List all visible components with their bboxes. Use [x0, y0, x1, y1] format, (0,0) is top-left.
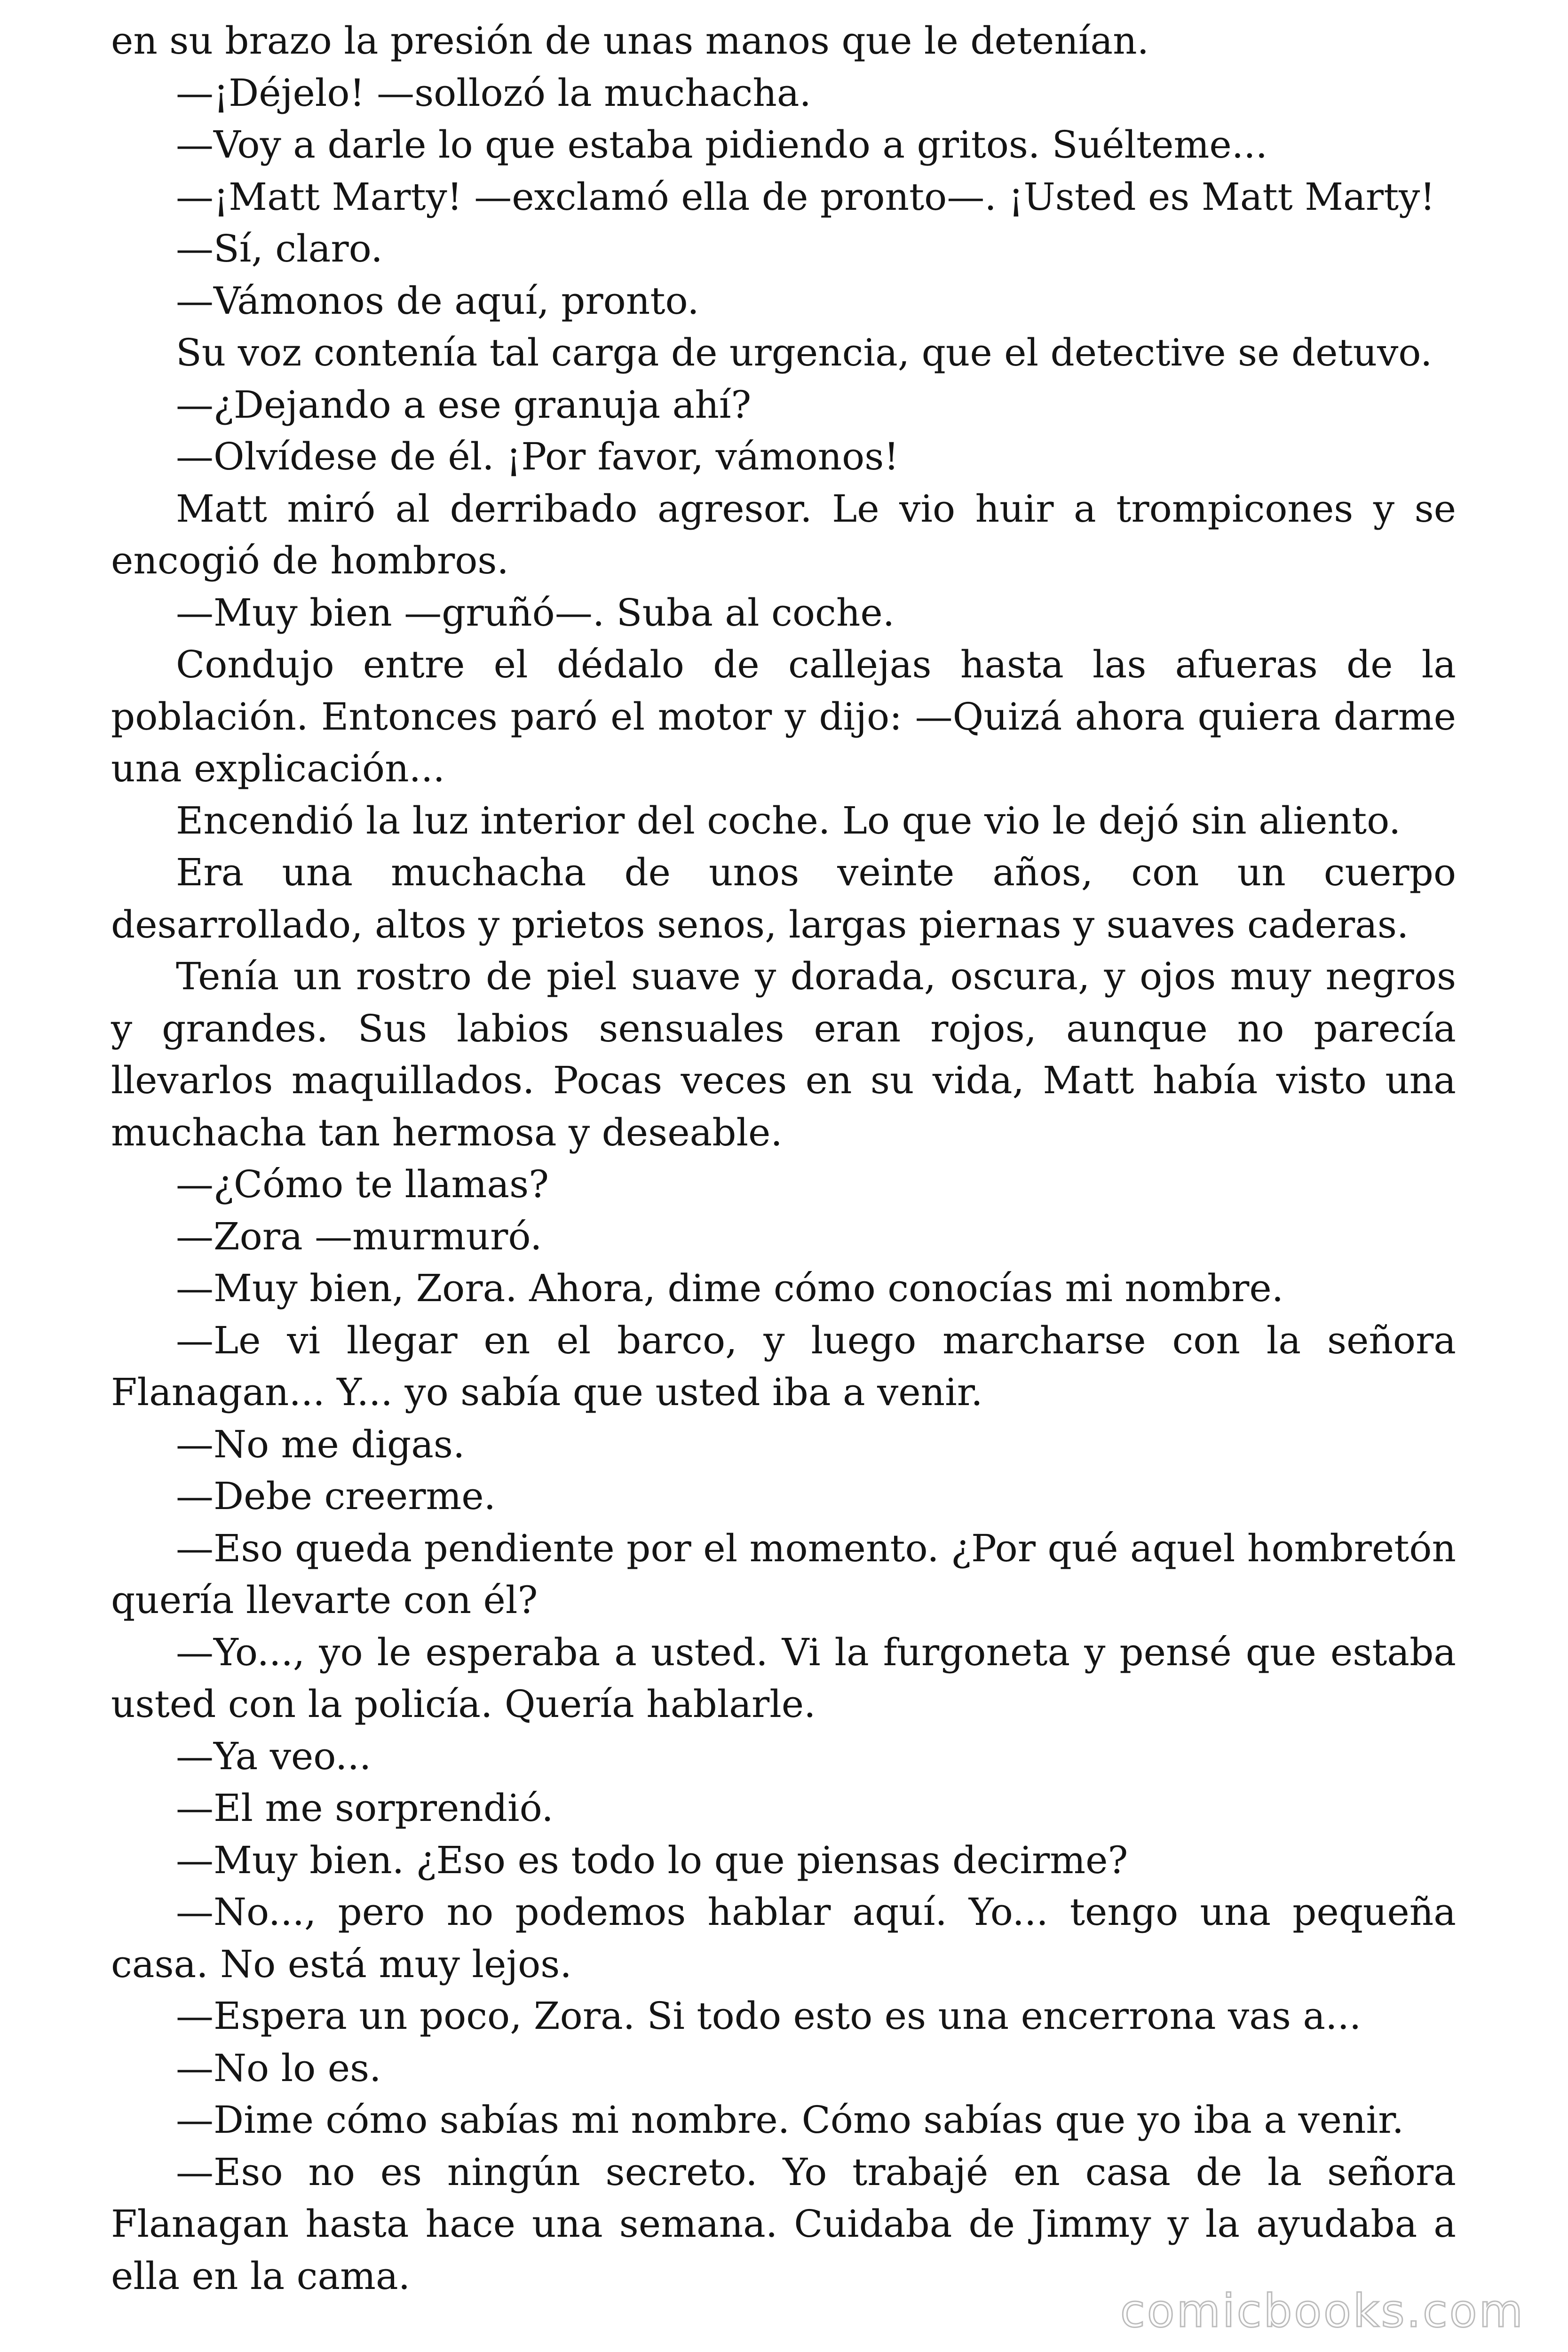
- paragraph-24: —Ya veo...: [176, 1734, 372, 1778]
- paragraph-12: Condujo entre el dédalo de callejas hasta las afueras de la población. Entonces paró el motor y dijo: —Quizá ahora quiera darme una explicación...: [111, 643, 1456, 790]
- paragraph-5: —Sí, claro.: [176, 227, 383, 270]
- paragraph-7: Su voz contenía tal carga de urgencia, que el detective se detuvo.: [176, 331, 1433, 374]
- paragraph-28: —Espera un poco, Zora. Si todo esto es una encerrona vas a...: [176, 1994, 1362, 2038]
- paragraph-31: —Eso no es ningún secreto. Yo trabajé en casa de la señora Flanagan hasta hace una semana. Cuidaba de Jimmy y la ayudaba a ella en la cama.: [111, 2150, 1456, 2298]
- paragraph-11: —Muy bien —gruñó—. Suba al coche.: [176, 590, 895, 635]
- paragraph-29: —No lo es.: [176, 2046, 381, 2090]
- paragraph-25: —El me sorprendió.: [176, 1786, 554, 1830]
- paragraph-19: —Le vi llegar en el barco, y luego marcharse con la señora Flanagan... Y... yo sabía que usted iba a venir.: [111, 1318, 1456, 1414]
- paragraph-30: —Dime cómo sabías mi nombre. Cómo sabías que yo iba a venir.: [176, 2098, 1404, 2142]
- paragraph-27: —No..., pero no podemos hablar aquí. Yo... tengo una pequeña casa. No está muy lejos.: [111, 1890, 1456, 1986]
- paragraph-13: Encendió la luz interior del coche. Lo que vio le dejó sin aliento.: [176, 798, 1401, 842]
- paragraph-3: —Voy a darle lo que estaba pidiendo a gritos. Suélteme...: [176, 123, 1268, 167]
- paragraph-18: —Muy bien, Zora. Ahora, dime cómo conocías mi nombre.: [176, 1266, 1284, 1310]
- paragraph-9: —Olvídese de él. ¡Por favor, vámonos!: [176, 435, 899, 478]
- paragraph-1: en su brazo la presión de unas manos que le detenían.: [111, 19, 1149, 63]
- paragraph-10: Matt miró al derribado agresor. Le vio huir a trompicones y se encogió de hombros.: [111, 486, 1456, 582]
- paragraph-21: —Debe creerme.: [176, 1474, 496, 1518]
- watermark-text: comicbooks.com: [1120, 2285, 1525, 2337]
- paragraph-17: —Zora —murmuró.: [176, 1214, 542, 1258]
- paragraph-2: —¡Déjelo! —sollozó la muchacha.: [176, 71, 811, 115]
- paragraph-22: —Eso queda pendiente por el momento. ¿Por qué aquel hombretón quería llevarte con él?: [111, 1526, 1456, 1622]
- paragraph-23: —Yo..., yo le esperaba a usted. Vi la furgoneta y pensé que estaba usted con la policía. Quería hablarle.: [111, 1630, 1456, 1726]
- paragraph-15: Tenía un rostro de piel suave y dorada, oscura, y ojos muy negros y grandes. Sus labios sensuales eran rojos, aunque no parecía llevarlos maquillados. Pocas veces en su vida, Matt había visto una muchacha tan hermosa y deseable.: [111, 954, 1456, 1154]
- paragraph-6: —Vámonos de aquí, pronto.: [176, 278, 699, 323]
- paragraph-14: Era una muchacha de unos veinte años, con un cuerpo desarrollado, altos y prietos senos, largas piernas y suaves caderas.: [111, 850, 1456, 946]
- paragraph-16: —¿Cómo te llamas?: [176, 1162, 549, 1206]
- page-text: [111, 15, 1456, 2302]
- paragraph-8: —¿Dejando a ese granuja ahí?: [176, 382, 752, 427]
- paragraph-20: —No me digas.: [176, 1422, 465, 1466]
- paragraph-26: —Muy bien. ¿Eso es todo lo que piensas decirme?: [176, 1838, 1128, 1882]
- paragraph-4: —¡Matt Marty! —exclamó ella de pronto—. ¡Usted es Matt Marty!: [176, 175, 1435, 219]
